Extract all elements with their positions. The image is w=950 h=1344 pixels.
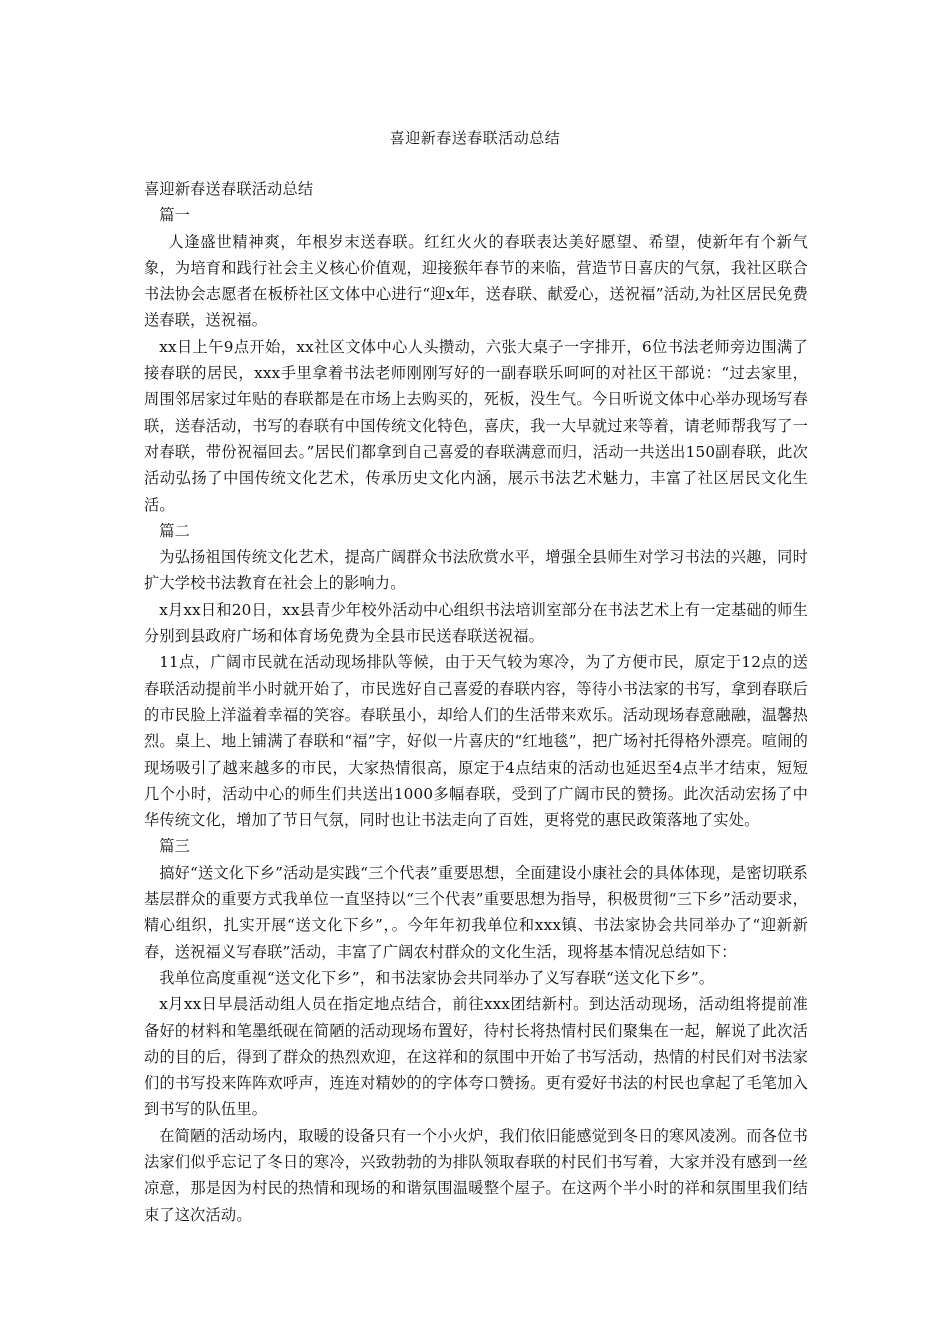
document-subtitle: 喜迎新春送春联活动总结 [144, 180, 314, 198]
section-label-1: 篇一 [159, 206, 190, 225]
paragraph: 在简陋的活动场内，取暖的设备只有一个小火炉，我们依旧能感觉到冬日的寒风凌冽。而各位书法家们似乎忘记了冬日的寒冷，兴致勃勃的为排队领取春联的村民们书写着，大家并没有感到一丝凉意，那是因为村民的热情和现场的和谐氛围温暖整个屋子。在这两个半小时的祥和氛围里我们结束了这次活动。 [144, 1126, 808, 1224]
paragraph: xx日上午9点开始，xx社区文体中心人头攒动，六张大桌子一字排开，6位书法老师旁边围满了接春联的居民，xxx手里拿着书法老师刚刚写好的一副春联乐呵呵的对社区干部说：“过去家里，周围邻居家过年贴的春联都是在市场上去购买的，死板，没生气。今日听说文体中心举办现场写春联，送春活动，书写的春联有中国传统文化特色，喜庆，我一大早就过来等着，请老师帮我写了一对春联，带份祝福回去。”居民们都拿到自己喜爱的春联满意而归，活动一共送出150副春联，此次活动弘扬了中国传统文化艺术，传承历史文化内涵，展示书法艺术魅力，丰富了社区居民文化生活。 [144, 337, 808, 514]
paragraph: 搞好“送文化下乡”活动是实践“三个代表”重要思想，全面建设小康社会的具体体现，是密切联系基层群众的重要方式我单位一直坚持以“三个代表”重要思想为指导，积极贯彻“三下乡”活动要求，精心组织，扎实开展“送文化下乡”，。今年年初我单位和xxx镇、书法家协会共同举办了“迎新新春，送祝福义写春联”活动，丰富了广阔农村群众的文化生活，现将基本情况总结如下： [144, 863, 808, 961]
section-label-2: 篇二 [159, 521, 190, 540]
section-label-3: 篇三 [159, 837, 190, 856]
document-body [144, 176, 808, 1228]
paragraph: 11点，广阔市民就在活动现场排队等候，由于天气较为寒冷，为了方便市民，原定于12点的送春联活动提前半小时就开始了，市民选好自己喜爱的春联内容，等待小书法家的书写，拿到春联后的市民脸上洋溢着幸福的笑容。春联虽小，却给人们的生活带来欢乐。活动现场春意融融，温馨热烈。桌上、地上铺满了春联和“福”字，好似一片喜庆的“红地毯”，把广场衬托得格外漂亮。喧闹的现场吸引了越来越多的市民，大家热情很高，原定于4点结束的活动也延迟至4点半才结束，短短几个小时，活动中心的师生们共送出1000多幅春联，受到了广阔市民的赞扬。此次活动宏扬了中华传统文化，增加了节日气氛，同时也让书法走向了百姓，更将党的惠民政策落地了实处。 [144, 653, 808, 830]
paragraph: 人逢盛世精神爽，年根岁末送春联。红红火火的春联表达美好愿望、希望，使新年有个新气象，为培育和践行社会主义核心价值观，迎接猴年春节的来临，营造节日喜庆的气氛，我社区联合书法协会志愿者在板桥社区文体中心进行“迎x年，送春联、献爱心，送祝福”活动,为社区居民免费送春联，送祝福。 [144, 232, 808, 330]
document-title: 喜迎新春送春联活动总结 [389, 129, 561, 147]
paragraph: x月xx日和20日，xx县青少年校外活动中心组织书法培训室部分在书法艺术上有一定基础的师生分别到县政府广场和体育场免费为全县市民送春联送祝福。 [144, 600, 808, 646]
paragraph: 我单位高度重视“送文化下乡”，和书法家协会共同举办了义写春联“送文化下乡”。 [159, 968, 715, 987]
paragraph: x月xx日早晨活动组人员在指定地点结合，前往xxx团结新村。到达活动现场，活动组将提前准备好的材料和笔墨纸砚在简陋的活动现场布置好，待村长将热情村民们聚集在一起，解说了此次活动的目的后，得到了群众的热烈欢迎，在这祥和的氛围中开始了书写活动，热情的村民们对书法家们的书写投来阵阵欢呼声，连连对精妙的的字体夸口赞扬。更有爱好书法的村民也拿起了毛笔加入到书写的队伍里。 [144, 995, 808, 1119]
paragraph: 为弘扬祖国传统文化艺术，提高广阔群众书法欣赏水平，增强全县师生对学习书法的兴趣，同时扩大学校书法教育在社会上的影响力。 [144, 548, 808, 593]
